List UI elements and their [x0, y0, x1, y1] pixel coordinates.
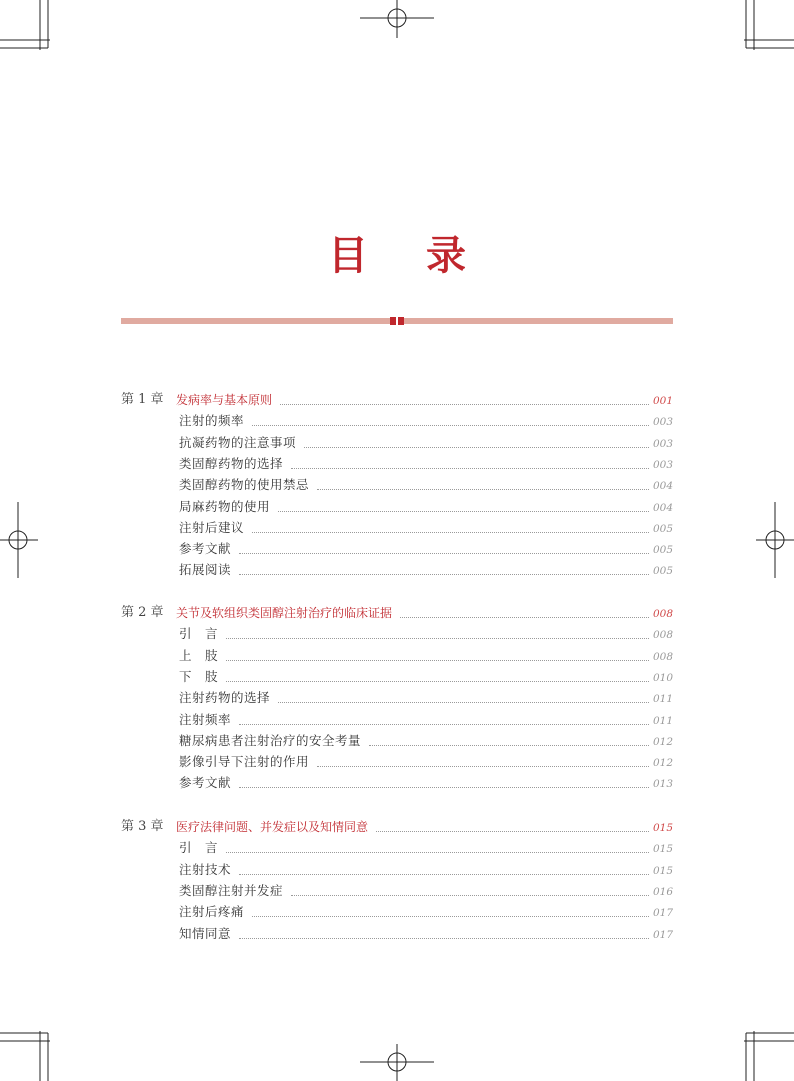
dot-leader: [278, 511, 649, 512]
dot-leader: [239, 938, 649, 939]
registration-mark-top: [360, 0, 434, 38]
chapter-title: 发病率与基本原则: [176, 393, 273, 407]
entry-page-number: 017: [652, 928, 673, 941]
entry-title: 糖尿病患者注射治疗的安全考量: [179, 732, 362, 748]
chapter-number: 第 2 章: [121, 605, 164, 620]
dot-leader: [400, 617, 649, 618]
dot-leader: [226, 681, 649, 682]
entry-page-number: 004: [652, 501, 673, 514]
toc-entry-row[interactable]: [179, 433, 673, 453]
dot-leader: [291, 468, 649, 469]
entry-page-number: 003: [652, 437, 673, 450]
entry-title: 注射频率: [179, 711, 232, 727]
entry-title: 注射的频率: [179, 413, 245, 429]
entry-title: 引 言: [179, 840, 219, 856]
toc-entry-row[interactable]: [179, 646, 673, 666]
registration-mark-right: [756, 502, 794, 578]
toc-entry-row[interactable]: [179, 902, 673, 922]
toc-entry-row[interactable]: [179, 688, 673, 708]
registration-mark-bottom: [360, 1044, 434, 1081]
dot-leader: [317, 489, 649, 490]
entry-page-number: 015: [652, 864, 673, 877]
entry-page-number: 015: [652, 843, 673, 856]
entry-title: 注射后建议: [179, 519, 245, 535]
dot-leader: [252, 532, 649, 533]
chapter-page-number: 008: [652, 608, 673, 620]
entry-page-number: 005: [652, 544, 673, 557]
entry-page-number: 011: [652, 714, 673, 727]
dot-leader: [317, 766, 649, 767]
entry-title: 类固醇药物的选择: [179, 455, 284, 471]
dot-leader: [280, 404, 649, 405]
toc-entry-row[interactable]: [179, 475, 673, 495]
entry-title: 类固醇注射并发症: [179, 882, 284, 898]
title-rule-ornament: [390, 317, 404, 325]
entry-page-number: 003: [652, 458, 673, 471]
entry-title: 局麻药物的使用: [179, 498, 271, 514]
dot-leader: [239, 574, 649, 575]
toc-entry-row[interactable]: [179, 773, 673, 793]
toc-entry-row[interactable]: [179, 497, 673, 517]
dot-leader: [226, 852, 649, 853]
entry-page-number: 005: [652, 522, 673, 535]
toc-entry-row[interactable]: [179, 667, 673, 687]
entry-title: 类固醇药物的使用禁忌: [179, 477, 310, 493]
entry-page-number: 012: [652, 735, 673, 748]
entry-page-number: 011: [652, 693, 673, 706]
toc-entry-row[interactable]: [179, 860, 673, 880]
toc-chapter-row[interactable]: [176, 603, 673, 623]
dot-leader: [239, 724, 649, 725]
entry-title: 注射技术: [179, 861, 232, 877]
entry-title: 下 肢: [179, 668, 219, 684]
chapter-title: 关节及软组织类固醇注射治疗的临床证据: [176, 606, 393, 620]
entry-page-number: 012: [652, 757, 673, 770]
entry-title: 参考文献: [179, 775, 232, 791]
toc-entry-row[interactable]: [179, 838, 673, 858]
toc-entry-row[interactable]: [179, 881, 673, 901]
entry-title: 上 肢: [179, 647, 219, 663]
chapter-number: 第 3 章: [121, 819, 164, 834]
dot-leader: [252, 425, 649, 426]
entry-page-number: 010: [652, 671, 673, 684]
entry-title: 知情同意: [179, 925, 232, 941]
entry-page-number: 017: [652, 907, 673, 920]
toc-entry-row[interactable]: [179, 454, 673, 474]
dot-leader: [278, 702, 649, 703]
dot-leader: [239, 874, 649, 875]
entry-title: 影像引导下注射的作用: [179, 754, 310, 770]
toc-entry-row[interactable]: [179, 518, 673, 538]
entry-title: 参考文献: [179, 541, 232, 557]
entry-title: 引 言: [179, 626, 219, 642]
dot-leader: [239, 553, 649, 554]
registration-mark-left: [0, 502, 38, 578]
entry-page-number: 008: [652, 650, 673, 663]
dot-leader: [239, 787, 649, 788]
entry-page-number: 013: [652, 778, 673, 791]
toc-entry-row[interactable]: [179, 624, 673, 644]
toc-chapter-row[interactable]: [176, 817, 673, 837]
toc-entry-row[interactable]: [179, 752, 673, 772]
toc-entry-row[interactable]: [179, 710, 673, 730]
dot-leader: [226, 660, 649, 661]
entry-title: 抗凝药物的注意事项: [179, 434, 297, 450]
toc-chapter-row[interactable]: [176, 390, 673, 410]
toc-entry-row[interactable]: [179, 411, 673, 431]
page-title: 目 录: [328, 232, 488, 279]
toc-entry-row[interactable]: [179, 731, 673, 751]
dot-leader: [369, 745, 649, 746]
entry-page-number: 008: [652, 629, 673, 642]
chapter-number: 第 1 章: [121, 392, 164, 407]
dot-leader: [376, 831, 649, 832]
entry-title: 注射后疼痛: [179, 904, 245, 920]
entry-page-number: 004: [652, 480, 673, 493]
chapter-title: 医疗法律问题、并发症以及知情同意: [176, 820, 369, 834]
chapter-page-number: 015: [652, 822, 673, 834]
entry-page-number: 005: [652, 565, 673, 578]
entry-page-number: 003: [652, 416, 673, 429]
dot-leader: [226, 638, 649, 639]
entry-title: 注射药物的选择: [179, 690, 271, 706]
toc-entry-row[interactable]: [179, 539, 673, 559]
entry-title: 拓展阅读: [179, 562, 232, 578]
toc-entry-row[interactable]: [179, 560, 673, 580]
dot-leader: [304, 447, 649, 448]
dot-leader: [252, 916, 649, 917]
entry-page-number: 016: [652, 885, 673, 898]
toc-entry-row[interactable]: [179, 924, 673, 944]
dot-leader: [291, 895, 649, 896]
chapter-page-number: 001: [652, 395, 673, 407]
